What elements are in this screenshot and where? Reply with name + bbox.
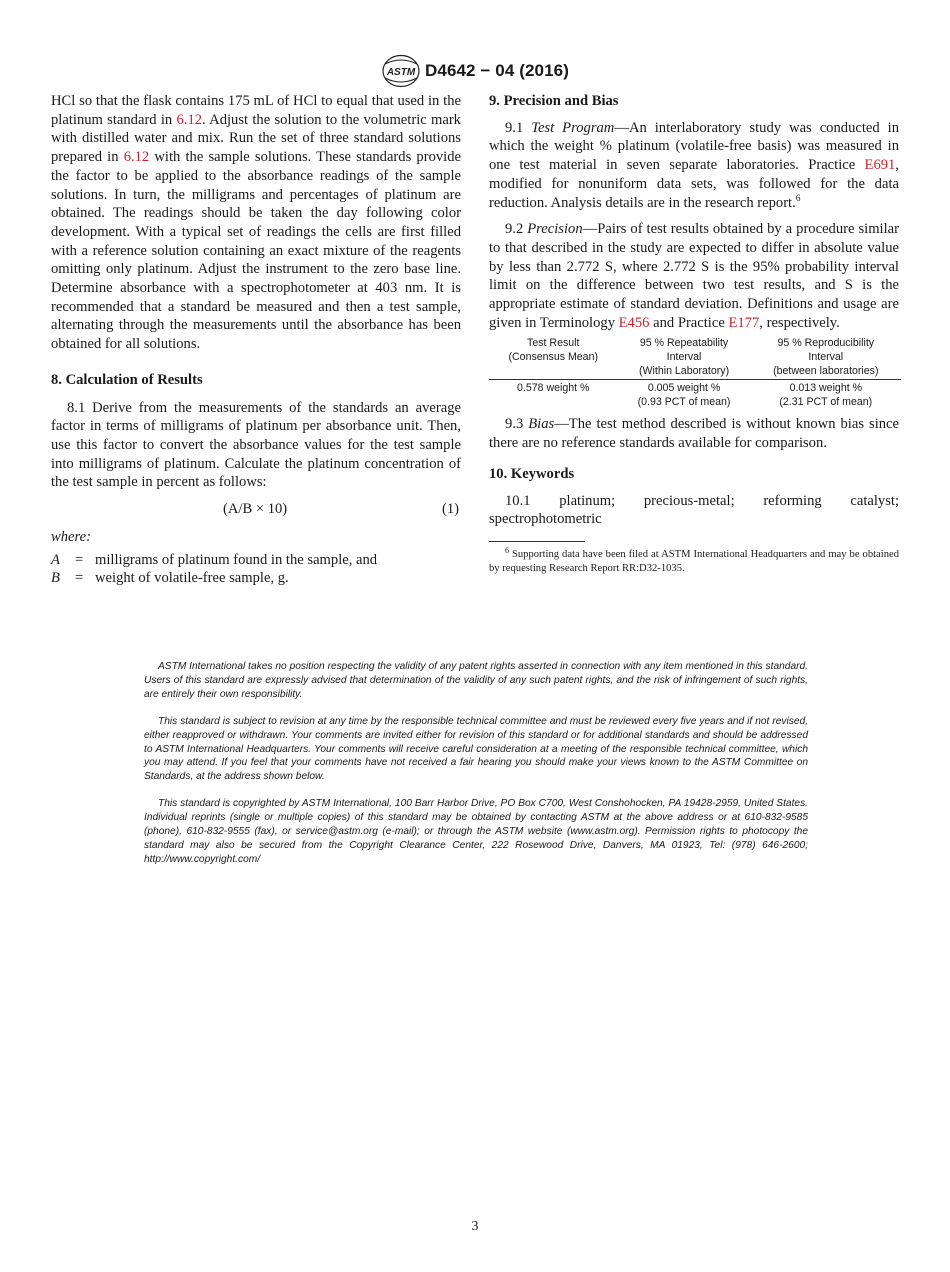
paragraph-10-1: 10.1 platinum; precious-metal; reforming catalyst; spectrophotometric <box>489 492 899 528</box>
legal-notices <box>144 660 808 880</box>
variable-list <box>51 551 461 588</box>
table-cell: 0.013 weight % (2.31 PCT of mean) <box>779 381 873 408</box>
standard-designation: D4642 − 04 (2016) <box>425 61 569 80</box>
section-10-heading: 10. Keywords <box>489 465 575 482</box>
table-cell: 0.005 weight % (0.93 PCT of mean) <box>637 381 731 408</box>
paragraph-8-1: 8.1 Derive from the measurements of the standards an average factor in terms of milligrams of platinum per absorbance unit. Then, use this factor to convert the absorbance values for the test sample into milligrams of platinum. Calculate the platinum concentration of the test sample in percent as follows: <box>51 399 461 491</box>
variable-row: A = milligrams of platinum found in the sample, and <box>51 551 378 568</box>
equation-1 <box>51 500 461 522</box>
reference-link-e177[interactable]: E177 <box>728 314 760 331</box>
reference-link-e691[interactable]: E691 <box>864 157 896 174</box>
table-header-cell: Test Result (Consensus Mean) <box>489 337 618 379</box>
intro-paragraph: HCl so that the flask contains 175 mL of HCl to equal that used in the platinum standard in 6.12. Adjust the solution to the volumetric mark with distilled water and mix. Run the set of three standard solutions prepared in 6.12 with the sample solutions. These standards provide the factor to be applied to the absorbance readings of the sample solutions. In turn, the milligrams and percentages of platinum are obtained. The readings should be taken the day following color development. With a typical set of readings the cells are first filled with a reference solution containing an exact mixture of the reagents omitting only platinum. Adjust the instrument to the zero base line. Determine absorbance with a spectrophotometer at 403 nm. It is recommended that a standard be measured and then a test sample, alternating through the measurements until the absorbance has been obtained for all solutions. <box>51 93 461 353</box>
section-link-6-12-second[interactable]: 6.12 <box>123 149 150 166</box>
revision-notice: This standard is subject to revision at any time by the responsible technical committee and must be reviewed every five years and if not revised, either reapproved or withdrawn. Your comments are invited either for revision of this standard or for additional standards and should be addressed to ASTM International Headquarters. Your comments will receive careful consideration at a meeting of the responsible technical committee, which you may attend. If you feel that your comments have not received a fair hearing you should make your views known to the ASTM Committee on Standards, at the address shown below. <box>144 715 808 783</box>
table-header-cell: 95 % Repeatability Interval (Within Laboratory) <box>618 337 751 379</box>
footnote-ref: 6 <box>795 193 801 204</box>
svg-text:ASTM: ASTM <box>386 67 416 78</box>
table-header-cell: 95 % Reproducibility Interval (between laboratories) <box>751 337 901 379</box>
astm-logo-icon <box>381 54 421 88</box>
page-header <box>0 54 950 88</box>
equation-number: (1) <box>441 501 459 518</box>
reference-link-e456[interactable]: E456 <box>618 314 650 331</box>
table-row <box>489 379 901 409</box>
left-column <box>51 92 461 588</box>
right-column <box>489 92 899 576</box>
patent-notice: ASTM International takes no position respecting the validity of any patent rights asserted in connection with any item mentioned in this standard. Users of this standard are expressly advised that determination of the validity of any such patent rights, and the risk of infringement of such rights, are entirely their own responsibility. <box>144 661 808 700</box>
table-header-row <box>489 337 901 379</box>
page-number: 3 <box>471 1219 479 1234</box>
equation-body: (A/B × 10) <box>223 501 288 518</box>
paragraph-9-3: 9.3 Bias—The test method described is without known bias since there are no reference standards available for comparison. <box>489 416 899 452</box>
paragraph-9-2: 9.2 Precision—Pairs of test results obtained by a procedure similar to that described in the study are expected to differ in absolute value by less than 2.772 S, where 2.772 S is the 95% probability interval limit on the difference between two test results, and S is the appropriate estimate of standard deviation. Definitions and usage are given in Terminology E456 and Practice E177, respectively. <box>489 221 900 331</box>
table-cell: 0.578 weight % <box>517 381 590 394</box>
section-8-heading: 8. Calculation of Results <box>51 371 203 388</box>
copyright-notice: This standard is copyrighted by ASTM International, 100 Barr Harbor Drive, PO Box C700, West Conshohocken, PA 19428-2959, United States. Individual reprints (single or multiple copies) of this standard may be obtained by contacting ASTM at the above address or at 610-832-9585 (phone), 610-832-9555 (fax), or service@astm.org (e-mail); or through the ASTM website (www.astm.org). Permission rights to photocopy the standard may also be secured from the Copyright Clearance Center, 222 Rosewood Drive, Danvers, MA 01923, Tel: (978) 646-2600; http://www.copyright.com/ <box>144 798 808 865</box>
footnote-divider <box>489 541 585 542</box>
precision-table <box>489 337 901 409</box>
variable-row: B = weight of volatile-free sample, g. <box>51 570 289 587</box>
section-9-heading: 9. Precision and Bias <box>489 93 619 109</box>
footnote-6: $^6$ Supporting data have been filed at ASTM International Headquarters and may be obtained by requesting Research Report RR:D32-1035. <box>489 545 899 574</box>
paragraph-9-1: 9.1 Test Program—An interlaboratory study was conducted in which the weight % platinum (volatile-free basis) was measured in one test material in seven separate laboratories. Practice E691, modified for nonuniform data sets, was followed for the data reduction. Analysis details are in the research report.$^6$ <box>489 119 899 211</box>
section-link-6-12[interactable]: 6.12 <box>176 111 203 128</box>
where-label: where: <box>51 529 91 546</box>
